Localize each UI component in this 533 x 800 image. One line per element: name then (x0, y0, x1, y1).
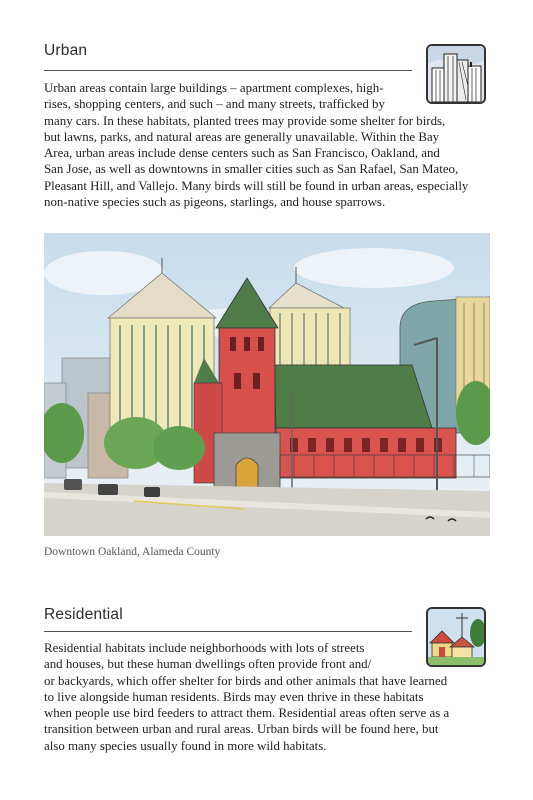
text-line: when people use bird feeders to attract them. Residential areas often serve as a (44, 706, 450, 721)
section-divider (44, 631, 412, 632)
text-line: non-native species such as pigeons, starlings, and house sparrows. (44, 195, 386, 210)
text-line: Residential habitats include neighborhoods with lots of streets (44, 641, 365, 655)
text-line: and houses, but these human dwellings often provide front and/ (44, 657, 372, 672)
text-line: transition between urban and rural areas. Urban birds will be found here, but (44, 722, 439, 737)
urban-description (44, 80, 468, 210)
section-divider (44, 70, 412, 71)
text-line: Pleasant Hill, and Vallejo. Many birds will still be found in urban areas, especially (44, 178, 469, 193)
text-line: also many species usually found in more wild habitats. (44, 738, 327, 753)
text-line: Urban areas contain large buildings – apartment complexes, high- (44, 81, 384, 95)
residential-description (44, 640, 449, 754)
text-line: Area, urban areas include dense centers such as San Francisco, Oakland, and (44, 146, 440, 161)
text-line: San Jose, as well as downtowns in smaller cities such as San Rafael, San Mateo, (44, 162, 459, 177)
section-title-urban: Urban (44, 42, 88, 59)
text-line: or backyards, which offer shelter for birds and other animals that have learned (44, 673, 448, 688)
text-line: to live alongside human residents. Birds may even thrive in these habitats (44, 689, 424, 704)
text-line: many cars. In these habitats, planted trees may provide some shelter for birds, (44, 113, 446, 128)
text-line: but lawns, parks, and natural areas are generally unavailable. Within the Bay (44, 129, 440, 144)
section-title-residential: Residential (44, 606, 123, 623)
text-line: rises, shopping centers, and such – and many streets, trafficked by (44, 97, 385, 112)
figure-caption: Downtown Oakland, Alameda County (44, 546, 221, 558)
downtown-oakland-illustration (44, 233, 490, 536)
